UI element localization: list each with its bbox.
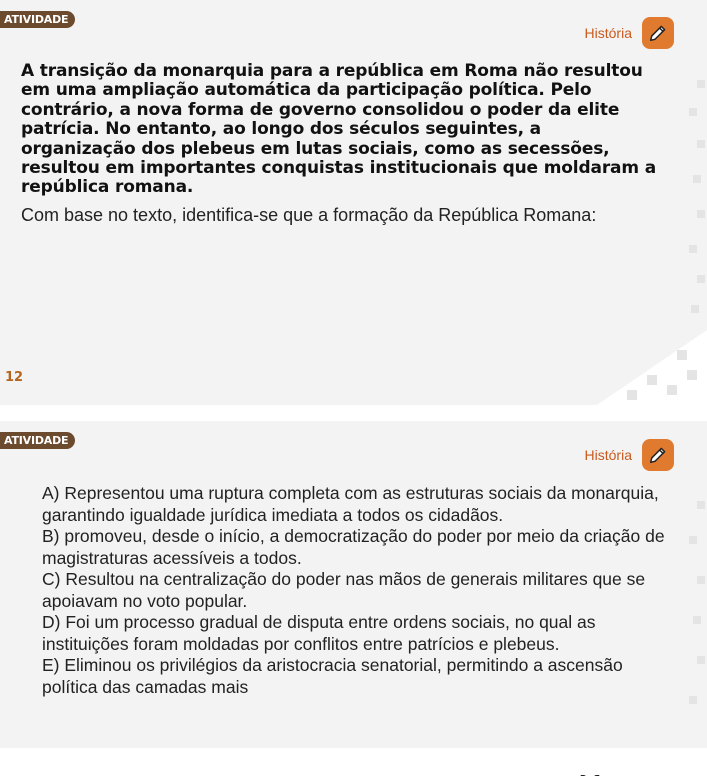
share-icon[interactable] [250, 770, 274, 776]
bottom-navigation [0, 748, 707, 776]
help-icon[interactable] [575, 770, 605, 776]
page-number: 12 [5, 370, 24, 385]
statement-text: A transição da monarquia para a república em Roma não resultou em uma ampliação automática da participação política. Pelo contrário, a nova forma de governo consolidou o poder da elite patrícia. No entanto, ao longo dos séculos seguintes, a organização dos plebeus em lutas sociais, como as secessões, resultou em importantes conquistas institucionais que moldaram a república romana. [21, 61, 657, 198]
activity-badge: ATIVIDADE [0, 11, 75, 28]
pencil-icon [642, 439, 674, 471]
answer-options [42, 483, 682, 698]
back-icon[interactable] [100, 770, 124, 776]
option-c[interactable]: C) Resultou na centralização do poder nas mãos de generais militares que se apoiavam no voto popular. [42, 569, 646, 611]
subject-label: História [584, 447, 632, 463]
option-e[interactable]: E) Eliminou os privilégios da aristocracia senatorial, permitindo a ascensão política das camadas mais [42, 655, 623, 697]
subject-label: História [584, 25, 632, 41]
decorative-pattern-corner [597, 330, 707, 405]
question-prompt: Com base no texto, identifica-se que a formação da República Romana: [21, 205, 597, 225]
option-b[interactable]: B) promoveu, desde o início, a democratização do poder por meio da criação de magistraturas acessíveis a todos. [42, 526, 665, 568]
activity-badge: ATIVIDADE [0, 432, 75, 449]
activity-slide-2 [0, 421, 707, 748]
option-a[interactable]: A) Representou uma ruptura completa com as estruturas sociais da monarquia, garantindo igualdade jurídica imediata a todos os cidadãos. [42, 483, 659, 525]
decorative-pattern [687, 491, 707, 748]
option-d[interactable]: D) Foi um processo gradual de disputa entre ordens sociais, no qual as instituições foram moldadas por conflitos entre patrícios e plebeus. [42, 612, 596, 654]
pencil-icon [642, 17, 674, 49]
bookmark-icon[interactable] [415, 770, 439, 776]
